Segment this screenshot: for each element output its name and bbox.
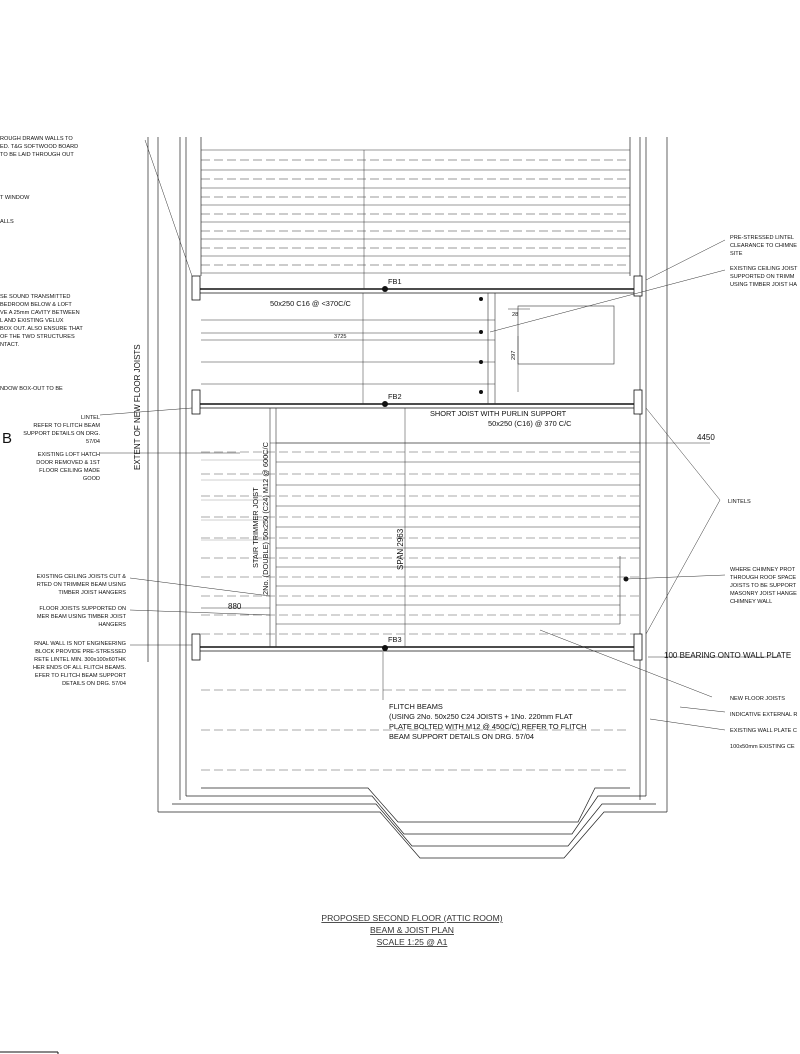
beam-bearings xyxy=(192,276,642,660)
note-text: OF THE TWO STRUCTURES xyxy=(0,334,75,340)
dim-dots xyxy=(479,297,629,582)
note-text: 100x50mm EXISTING CE xyxy=(730,744,795,750)
note-text: MER BEAM USING TIMBER JOIST xyxy=(36,614,126,620)
left-notes-right-aligned xyxy=(23,415,126,687)
leader xyxy=(646,500,720,634)
note-text: FLOOR JOISTS SUPPORTED ON xyxy=(39,606,126,612)
note-text: NTACT. xyxy=(0,342,20,348)
leader xyxy=(490,270,725,332)
title-line: BEAM & JOIST PLAN xyxy=(370,925,454,935)
note-text: EXISTING CEILING JOISTS CUT & xyxy=(36,574,126,580)
stair-trimmer-label: STAIR TRIMMER JOIST xyxy=(251,487,260,568)
note-text: BLOCK PROVIDE PRE-STRESSED xyxy=(35,649,126,655)
note-text: CHIMNEY WALL xyxy=(730,599,773,605)
bearing-block xyxy=(192,276,200,300)
note-text: RETE LINTEL MIN. 300x100x60THK xyxy=(34,657,126,663)
short-joist-spec-label: 50x250 (C16) @ 370 C/C xyxy=(488,419,572,428)
bay-window-inner xyxy=(186,796,646,834)
top-joists-dashed xyxy=(201,160,630,265)
note-text: REFER TO FLITCH BEAM xyxy=(33,423,100,429)
bay-window-outer xyxy=(158,812,667,858)
span-label: SPAN 2963 xyxy=(396,528,405,570)
note-text: SITE xyxy=(730,251,743,257)
note-text: EXISTING CEILING JOIST xyxy=(730,266,798,272)
drawing-title xyxy=(321,913,502,947)
dot xyxy=(479,390,483,394)
bearing-block xyxy=(192,634,200,660)
note-text: TIMBER JOIST HANGERS xyxy=(58,590,126,596)
leader xyxy=(626,575,725,579)
note-text: PRE-STRESSED LINTEL xyxy=(730,235,795,241)
leader xyxy=(646,408,720,500)
plan-labels xyxy=(228,277,791,741)
bearing-block xyxy=(634,634,642,660)
dim-label: 880 xyxy=(228,602,242,611)
dim-label: 28 xyxy=(512,312,519,318)
flitch-beams xyxy=(192,289,642,651)
fb2-point xyxy=(382,401,388,407)
note-text: INDICATIVE EXTERNAL R xyxy=(730,712,798,718)
leader xyxy=(540,630,712,697)
leader xyxy=(680,707,725,712)
mid-joists xyxy=(201,293,495,404)
leader xyxy=(646,240,725,280)
note-text: 57/04 xyxy=(86,439,100,445)
fb3-point xyxy=(382,645,388,651)
note-text: BEDROOM BELOW & LOFT xyxy=(0,302,72,308)
note-text: EFER TO FLITCH BEAM SUPPORT xyxy=(34,673,126,679)
note-text: THROUGH ROOF SPACE xyxy=(730,575,797,581)
note-text: CLEARANCE TO CHIMNE xyxy=(730,243,797,249)
note-text: ED. T&G SOFTWOOD BOARD xyxy=(0,144,79,150)
bearing-block xyxy=(634,390,642,414)
dot xyxy=(479,360,483,364)
joist-spec-label: 50x250 C16 @ <370C/C xyxy=(270,299,351,308)
note-text: ROUGH DRAWN WALLS TO xyxy=(0,136,73,142)
dim-label: 3725 xyxy=(334,334,347,340)
leader xyxy=(130,578,270,596)
note-text: RNAL WALL IS NOT ENGINEERING xyxy=(34,641,126,647)
dot xyxy=(479,297,483,301)
note-text: USING TIMBER JOIST HA xyxy=(730,282,797,288)
stair-trimmer-spec-label: 2No. (DOUBLE) 50x250 (C24) M12 @ 600C/C xyxy=(261,442,270,595)
note-text: LINTELS xyxy=(728,499,751,505)
lower-joists xyxy=(270,408,640,647)
flitch-note: PLATE BOLTED WITH M12 @ 450C/C) REFER TO FLITCH xyxy=(389,722,587,731)
note-text: DETAILS ON DRG. 57/04 xyxy=(62,681,126,687)
note-text: MASONRY JOIST HANGE xyxy=(730,591,797,597)
note-text: WHERE CHIMNEY PROT xyxy=(730,567,796,573)
dim-label: 297 xyxy=(511,350,517,360)
note-text: L AND EXISTING VELUX xyxy=(0,318,64,324)
title-line: PROPOSED SECOND FLOOR (ATTIC ROOM) xyxy=(321,913,503,923)
top-joists xyxy=(201,150,630,273)
note-text: NEW FLOOR JOISTS xyxy=(730,696,786,702)
note-text: GOOD xyxy=(82,476,100,482)
short-joist-label: SHORT JOIST WITH PURLIN SUPPORT xyxy=(430,409,567,418)
note-text: FLOOR CEILING MADE xyxy=(39,468,100,474)
note-text: BOX OUT. ALSO ENSURE THAT xyxy=(0,326,83,332)
section-marker: B xyxy=(2,430,13,447)
leader xyxy=(100,408,192,415)
note-text: SUPPORTED ON TRIMM xyxy=(730,274,795,280)
note-text: T WINDOW xyxy=(0,195,30,201)
note-text: NDOW BOX-OUT TO BE xyxy=(0,386,63,392)
note-text: SE SOUND TRANSMITTED xyxy=(0,294,71,300)
bay-window-mid xyxy=(172,804,656,846)
flitch-note: (USING 2No. 50x250 C24 JOISTS + 1No. 220mm FLAT xyxy=(389,712,573,721)
extent-label: EXTENT OF NEW FLOOR JOISTS xyxy=(133,344,142,470)
note-text: VE A 25mm CAVITY BETWEEN xyxy=(0,310,80,316)
note-text: SUPPORT DETAILS ON DRG. xyxy=(23,431,100,437)
leader xyxy=(650,719,725,730)
beam-label-fb1: FB1 xyxy=(388,277,402,286)
flitch-note: BEAM SUPPORT DETAILS ON DRG. 57/04 xyxy=(389,732,534,741)
beam-label-fb2: FB2 xyxy=(388,392,402,401)
note-text: EXISTING WALL PLATE C xyxy=(730,728,797,734)
note-text: LINTEL xyxy=(81,415,100,421)
note-text: HER ENDS OF ALL FLITCH BEAMS. xyxy=(32,665,126,671)
bearing-block xyxy=(192,390,200,414)
note-text: RTED ON TRIMMER BEAM USING xyxy=(36,582,126,588)
note-text: ALLS xyxy=(0,219,14,225)
left-notes xyxy=(0,136,83,392)
velux-opening xyxy=(518,306,614,364)
leader xyxy=(130,610,270,615)
title-line: SCALE 1:25 @ A1 xyxy=(376,937,448,947)
leader xyxy=(145,140,192,276)
note-text: JOISTS TO BE SUPPORT xyxy=(730,583,797,589)
note-text: DOOR REMOVED & 1ST xyxy=(36,460,100,466)
bay-window-line4 xyxy=(201,788,630,822)
beam-label-fb3: FB3 xyxy=(388,635,402,644)
note-text: HANGERS xyxy=(98,622,126,628)
fb1-point xyxy=(382,286,388,292)
note-text: EXISTING LOFT HATCH xyxy=(37,452,100,458)
flitch-title: FLITCH BEAMS xyxy=(389,702,443,711)
dot xyxy=(479,330,483,334)
bearing-label: 100 BEARING ONTO WALL PLATE xyxy=(664,651,792,660)
dim-label: 4450 xyxy=(697,433,715,442)
right-notes xyxy=(728,235,798,750)
note-text: TO BE LAID THROUGH OUT xyxy=(0,152,74,158)
